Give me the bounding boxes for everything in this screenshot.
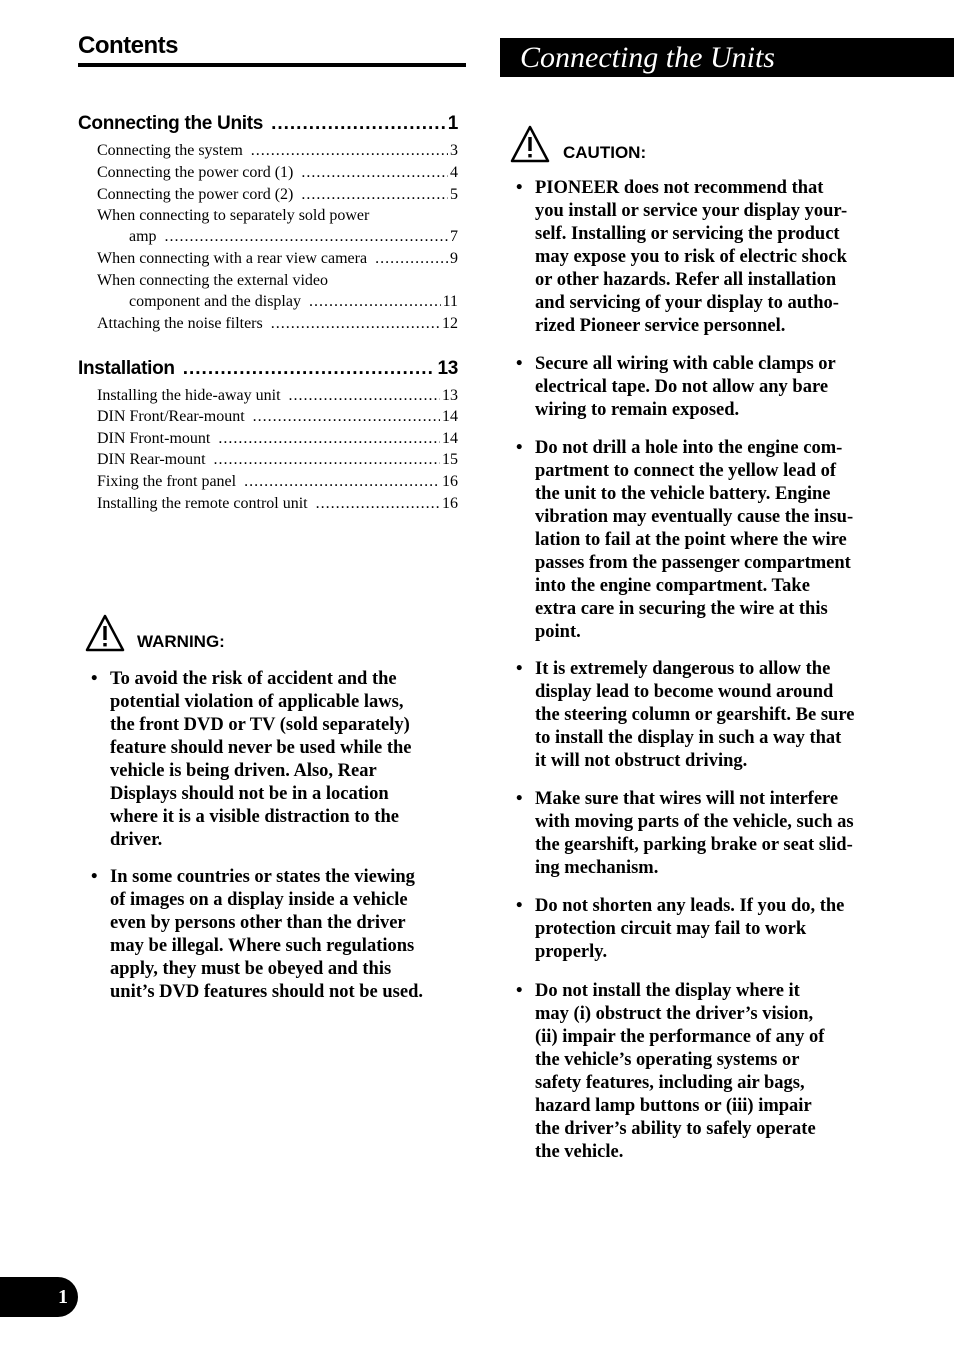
caution-item: [516, 658, 915, 773]
toc-entry-page: 5: [450, 186, 458, 203]
toc-leader-dots: [301, 186, 448, 204]
caution-item-line: extra care in securing the wire at this: [535, 599, 828, 619]
caution-item-line: Do not shorten any leads. If you do, the: [535, 896, 845, 916]
warning-item-line: driver.: [110, 830, 163, 850]
caution-item-line: electrical tape. Do not allow any bare: [535, 377, 829, 397]
caution-item-line: self. Installing or servicing the product: [535, 224, 840, 244]
toc-entry-page: 14: [442, 430, 458, 447]
caution-item-line: Secure all wiring with cable clamps or: [535, 354, 836, 374]
caution-item-line: the driver’s ability to safely operate: [535, 1119, 816, 1139]
toc-entry[interactable]: [97, 186, 458, 204]
bullet-dot: •: [516, 896, 523, 916]
caution-item-line: vibration may eventually cause the insu-: [535, 507, 854, 527]
toc-entry[interactable]: [97, 451, 458, 469]
toc-entry-text: amp: [129, 228, 157, 245]
caution-item-line: into the engine compartment. Take: [535, 576, 810, 596]
warning-item-line: even by persons other than the driver: [110, 913, 406, 933]
toc-entry-text: component and the display: [129, 293, 301, 310]
caution-item: [516, 788, 915, 880]
warning-item-line: Displays should not be in a location: [110, 784, 389, 804]
toc-entry[interactable]: [97, 473, 458, 491]
toc-entry[interactable]: [97, 250, 458, 268]
toc-leader-dots: [316, 495, 440, 513]
caution-heading: [509, 125, 646, 163]
bullet-dot: •: [516, 438, 523, 458]
toc-entry-page: 9: [450, 250, 458, 267]
toc-entry-line1[interactable]: [97, 272, 458, 290]
caution-item-line: you install or service your display your-: [535, 201, 848, 221]
caution-item-line: with moving parts of the vehicle, such as: [535, 812, 854, 832]
toc-entry-text: Connecting the power cord (1): [97, 164, 294, 181]
caution-item-line: Make sure that wires will not interfere: [535, 789, 839, 809]
toc-entry[interactable]: [129, 293, 458, 311]
caution-item-line: the gearshift, parking brake or seat slid-: [535, 835, 853, 855]
toc-entry[interactable]: [97, 315, 458, 333]
toc-leader-dots: [253, 408, 440, 426]
warning-item-line: where it is a visible distraction to the: [110, 807, 399, 827]
caution-item-line: Do not drill a hole into the engine com-: [535, 438, 843, 458]
bullet-dot: •: [91, 867, 98, 887]
toc-entry-text: Attaching the noise filters: [97, 315, 263, 332]
toc-entry-page: 12: [442, 315, 458, 332]
caution-item-line: wiring to remain exposed.: [535, 400, 740, 420]
caution-item: [516, 353, 915, 422]
toc-leader-dots: [271, 113, 446, 135]
toc-entry-text: Installing the remote control unit: [97, 495, 308, 512]
warning-triangle-icon: [509, 125, 551, 163]
caution-item-line: the vehicle.: [535, 1142, 624, 1162]
caution-item-line: it will not obstruct driving.: [535, 751, 748, 771]
caution-item-line: hazard lamp buttons or (iii) impair: [535, 1096, 812, 1116]
toc-entry-text: When connecting to separately sold power: [97, 207, 370, 224]
toc-entry-page: 13: [442, 387, 458, 404]
caution-item-line: protection circuit may fail to work: [535, 919, 807, 939]
warning-item: [91, 866, 466, 1004]
toc-entry-text: When connecting with a rear view camera: [97, 250, 368, 267]
caution-item-line: display lead to become wound around: [535, 682, 834, 702]
bullet-dot: •: [516, 659, 523, 679]
toc-entry-text: DIN Front-mount: [97, 430, 211, 447]
toc-section-connecting-the-units[interactable]: [78, 113, 458, 135]
toc-leader-dots: [218, 430, 440, 448]
caution-item-line: safety features, including air bags,: [535, 1073, 805, 1093]
bullet-dot: •: [91, 669, 98, 689]
caution-label: CAUTION:: [563, 143, 647, 162]
toc-leader-dots: [183, 358, 436, 380]
bullet-dot: •: [516, 981, 523, 1001]
toc-leader-dots: [251, 142, 448, 160]
caution-item-line: the steering column or gearshift. Be sure: [535, 705, 855, 725]
toc-section-title: Installation: [78, 358, 175, 379]
toc-entry-text: Connecting the system: [97, 142, 243, 159]
toc-leader-dots: [289, 387, 440, 405]
caution-item-line: ing mechanism.: [535, 858, 659, 878]
toc-leader-dots: [301, 164, 448, 182]
toc-entry-text: Connecting the power cord (2): [97, 186, 294, 203]
toc-leader-dots: [214, 451, 440, 469]
warning-item-line: vehicle is being driven. Also, Rear: [110, 761, 377, 781]
toc-entry-page: 7: [450, 228, 458, 245]
caution-item-line: Do not install the display where it: [535, 981, 800, 1001]
toc-entry-text: Installing the hide-away unit: [97, 387, 281, 404]
toc-entry[interactable]: [97, 164, 458, 182]
caution-item-line: the vehicle’s operating systems or: [535, 1050, 800, 1070]
caution-item: [516, 437, 915, 644]
toc-entry-text: Fixing the front panel: [97, 473, 237, 490]
caution-item-line: rized Pioneer service personnel.: [535, 316, 786, 336]
section-title: Connecting the Units: [520, 41, 775, 74]
warning-item-line: In some countries or states the viewing: [110, 867, 415, 887]
caution-item-line: (ii) impair the performance of any of: [535, 1027, 825, 1047]
warning-label: WARNING:: [137, 632, 225, 651]
caution-item: [516, 980, 915, 1164]
toc-entry-page: 4: [450, 164, 458, 181]
caution-item-line: PIONEER does not recommend that: [535, 178, 824, 198]
toc-entry-page: 15: [442, 451, 458, 468]
toc-entry[interactable]: [97, 430, 458, 448]
caution-item: [516, 177, 915, 338]
toc-entry[interactable]: [97, 495, 458, 513]
warning-item-line: feature should never be used while the: [110, 738, 412, 758]
caution-item-line: It is extremely dangerous to allow the: [535, 659, 831, 679]
page-number-tab: [0, 1277, 78, 1317]
caution-item-line: to install the display in such a way that: [535, 728, 842, 748]
caution-item-line: may (i) obstruct the driver’s vision,: [535, 1004, 814, 1024]
warning-item-line: unit’s DVD features should not be used.: [110, 982, 424, 1002]
toc-entry-page: 14: [442, 408, 458, 425]
toc-entry-page: 3: [450, 142, 458, 159]
bullet-dot: •: [516, 178, 523, 198]
toc-entry-page: 16: [442, 495, 458, 512]
toc-entry-page: 16: [442, 473, 458, 490]
warning-item-line: To avoid the risk of accident and the: [110, 669, 397, 689]
bullet-dot: •: [516, 354, 523, 374]
warning-item: [91, 668, 466, 852]
warning-item-line: of images on a display inside a vehicle: [110, 890, 408, 910]
warning-item-line: potential violation of applicable laws,: [110, 692, 404, 712]
toc-section-page: 13: [437, 358, 458, 379]
toc-leader-dots: [309, 293, 441, 311]
toc-entry[interactable]: [97, 408, 458, 426]
caution-item-line: partment to connect the yellow lead of: [535, 461, 837, 481]
toc-leader-dots: [271, 315, 440, 333]
bullet-dot: •: [516, 789, 523, 809]
warning-item-line: the front DVD or TV (sold separately): [110, 715, 410, 735]
caution-item-line: passes from the passenger compartment: [535, 553, 851, 573]
caution-item-line: lation to fail at the point where the wire: [535, 530, 847, 550]
toc-leader-dots: [165, 228, 448, 246]
toc-entry-text: DIN Rear-mount: [97, 451, 206, 468]
toc-section-page: 1: [447, 113, 458, 134]
toc-entry-page: 11: [442, 293, 458, 310]
toc-section-title: Connecting the Units: [78, 113, 264, 134]
toc-entry[interactable]: [97, 387, 458, 405]
contents-heading: Contents: [78, 32, 466, 67]
toc-entry[interactable]: [97, 142, 458, 160]
toc-leader-dots: [244, 473, 440, 491]
toc-entry-text: When connecting the external video: [97, 272, 329, 289]
toc-entry-text: DIN Front/Rear-mount: [97, 408, 245, 425]
caution-item: [516, 895, 915, 964]
section-title-bar: [500, 38, 954, 77]
toc-entry[interactable]: [129, 228, 458, 246]
caution-item-line: or other hazards. Refer all installation: [535, 270, 837, 290]
caution-item-line: and servicing of your display to autho-: [535, 293, 839, 313]
toc-leader-dots: [375, 250, 448, 268]
caution-item-line: point.: [535, 622, 581, 642]
warning-heading: [85, 614, 225, 652]
warning-item-line: may be illegal. Where such regulations: [110, 936, 415, 956]
warning-item-line: apply, they must be obeyed and this: [110, 959, 392, 979]
toc-entry-line1[interactable]: [97, 207, 458, 225]
warning-triangle-icon: [85, 614, 125, 652]
caution-item-line: properly.: [535, 942, 608, 962]
caution-item-line: may expose you to risk of electric shock: [535, 247, 847, 267]
page-number: 1: [58, 1286, 68, 1308]
caution-item-line: the unit to the vehicle battery. Engine: [535, 484, 831, 504]
toc-section-installation[interactable]: [78, 358, 458, 380]
